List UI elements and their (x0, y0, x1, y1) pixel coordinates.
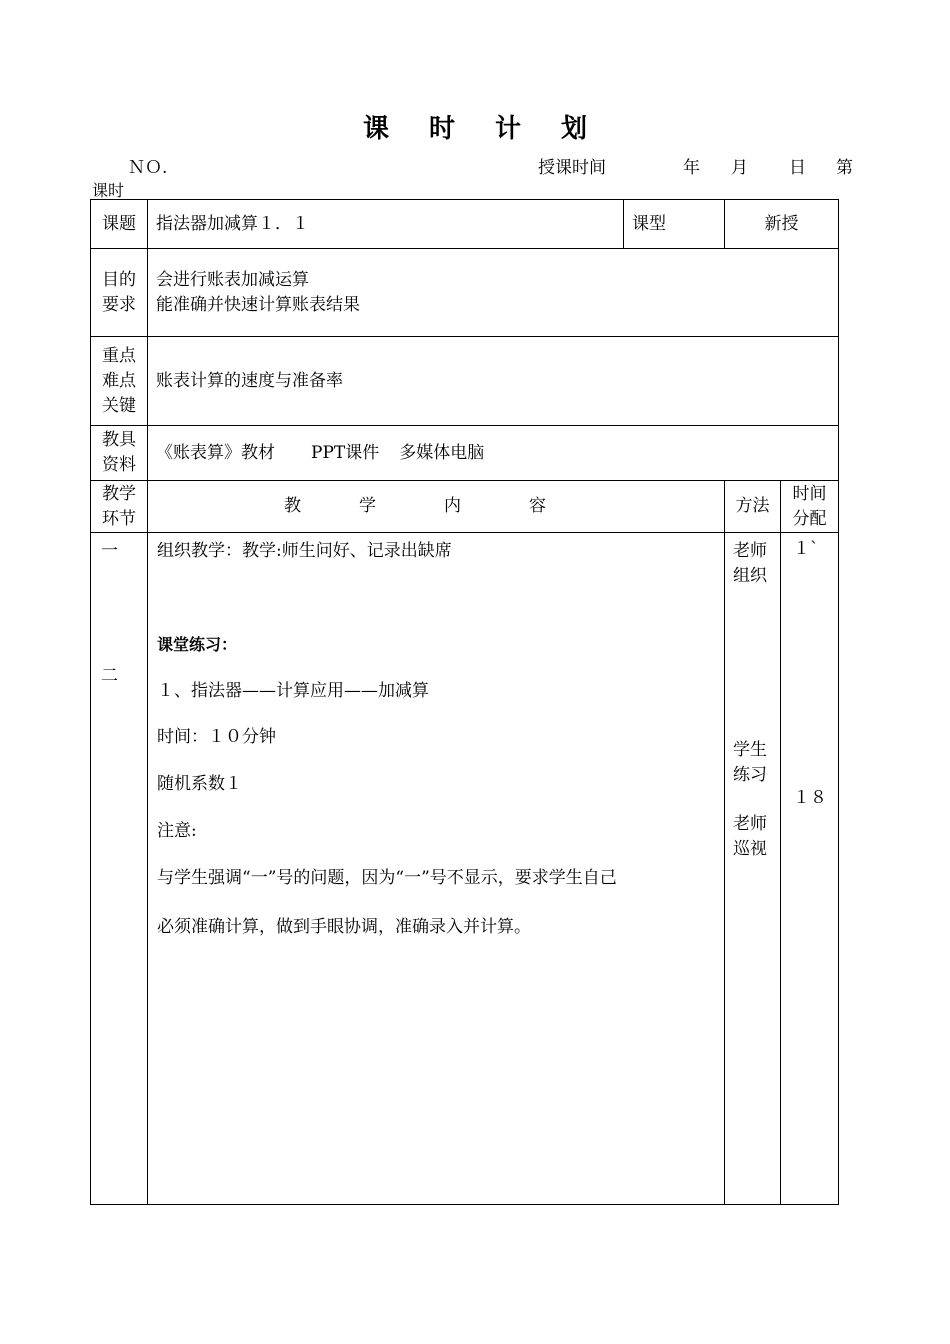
period-label: 课时 (92, 181, 125, 200)
note-line: 必须准确计算，做到手眼协调，准确录入并计算。 (157, 917, 531, 937)
content-cell (148, 533, 725, 1205)
tools-item: 《账表算》教材 (156, 442, 275, 463)
key-label (91, 337, 148, 426)
goal-line: 会进行账表加减运算 (156, 269, 309, 290)
year-label: 年 (683, 158, 700, 178)
tools-label-line: 资料 (102, 455, 136, 475)
method-header: 方法 (725, 481, 781, 533)
practice-title: 课堂练习： (157, 635, 238, 654)
lesson-plan-table (90, 199, 839, 1205)
method-line: 组织 (733, 566, 767, 586)
key-row (91, 337, 839, 426)
topic-value: 指法器加减算１．１ (148, 200, 624, 249)
method-practice (733, 738, 767, 788)
type-label: 课型 (624, 200, 725, 249)
time-label: 授课时间 (538, 158, 606, 178)
content-header-char: 教 (284, 496, 301, 516)
goal-line: 能准确并快速计算账表结果 (156, 294, 360, 315)
type-value: 新授 (725, 200, 839, 249)
note-label: 注意: (157, 821, 197, 841)
title-char: 课 (362, 114, 389, 144)
time-header-line: 分配 (792, 508, 827, 529)
time-header (781, 481, 839, 533)
goal-label (91, 249, 148, 337)
document-title (0, 108, 950, 145)
method-cell (725, 533, 781, 1205)
content-row (91, 533, 839, 1205)
stage-cell (91, 533, 148, 1205)
practice-item: １、指法器——计算应用——加减算 (157, 681, 429, 701)
di-label: 第 (836, 158, 853, 178)
tools-row (91, 426, 839, 481)
method-line: 学生 (733, 740, 767, 760)
tools-label-line: 教具 (102, 430, 136, 450)
goal-row (91, 249, 839, 337)
key-label-line: 难点 (102, 370, 136, 391)
column-header-row (91, 481, 839, 533)
tools-item: 多媒体电脑 (399, 442, 485, 463)
organize-line: 组织教学：教学:师生问好、记录出缺席 (157, 541, 452, 561)
day-label: 日 (789, 158, 806, 178)
content-header-char: 学 (359, 496, 376, 516)
topic-label: 课题 (91, 200, 148, 249)
key-value: 账表计算的速度与准备率 (148, 337, 839, 426)
content-header-char: 容 (529, 496, 546, 516)
goal-value (148, 249, 839, 337)
month-label: 月 (731, 158, 748, 178)
key-label-line: 关键 (102, 395, 136, 416)
content-header-char: 内 (444, 496, 461, 516)
time-1: １` (793, 539, 819, 559)
method-line: 老师 (733, 814, 767, 834)
title-char: 计 (495, 114, 522, 144)
no-label: ＮＯ. (128, 158, 168, 178)
time-cell (781, 533, 839, 1205)
time-2: １８ (793, 788, 827, 808)
note-line: 与学生强调“一”号的问题，因为“一”号不显示，要求学生自己 (157, 868, 617, 888)
stage-header-line: 环节 (102, 508, 136, 529)
stage-2: 二 (101, 666, 118, 686)
random-line: 随机系数１ (157, 774, 242, 794)
content-header (148, 481, 725, 533)
stage-1: 一 (101, 541, 118, 561)
time-header-line: 时间 (792, 483, 827, 504)
stage-header (91, 481, 148, 533)
tools-label (91, 426, 148, 481)
method-organize (733, 539, 767, 589)
title-char: 时 (428, 114, 455, 144)
goal-label-line: 目的 (102, 269, 136, 290)
tools-value (148, 426, 839, 481)
key-label-line: 重点 (102, 345, 136, 366)
method-line: 练习 (733, 765, 767, 785)
method-patrol (733, 812, 767, 862)
goal-label-line: 要求 (102, 294, 136, 315)
topic-row (91, 200, 839, 249)
tools-item: PPT课件 (311, 442, 380, 463)
duration-line: 时间：１０分钟 (157, 727, 276, 747)
stage-header-line: 教学 (102, 483, 136, 504)
title-char: 划 (561, 114, 588, 144)
method-line: 老师 (733, 541, 767, 561)
method-line: 巡视 (733, 839, 767, 859)
